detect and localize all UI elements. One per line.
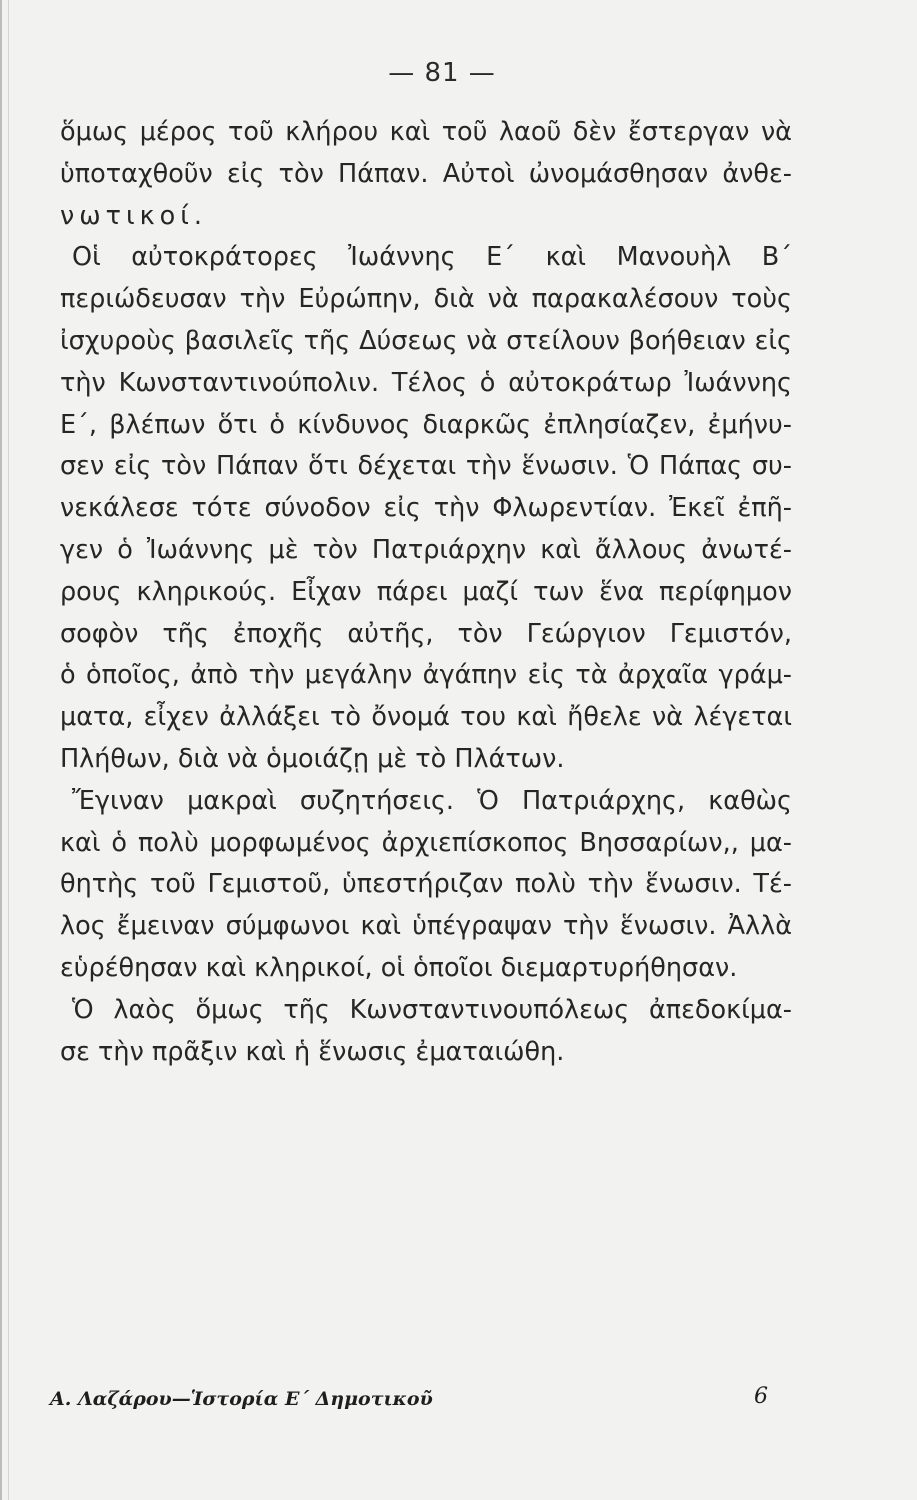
text-line: περιώδευσαν τὴν Εὐρώπην, διὰ νὰ παρακαλέσουν τοὺς [60, 284, 792, 315]
text-line: ματα, εἶχεν ἀλλάξει τὸ ὄνομά του καὶ ἤθελε νὰ λέγεται [60, 702, 792, 733]
text-line: σεν εἰς τὸν Πάπαν ὅτι δέχεται τὴν ἕνωσιν. Ὁ Πάπας συ- [60, 451, 792, 482]
text-line: τὴν Κωνσταντινούπολιν. Τέλος ὁ αὐτοκράτωρ Ἰωάννης [60, 367, 792, 398]
text-line: νεκάλεσε τότε σύνοδον εἰς τὴν Φλωρεντίαν. Ἐκεῖ ἐπῆ- [60, 493, 792, 524]
text-line: καὶ ὁ πολὺ μορφωμένος ἀρχιεπίσκοπος Βησσαρίων,, μα- [60, 827, 792, 858]
text-line: Πλήθων, διὰ νὰ ὁμοιάζῃ μὲ τὸ Πλάτων. [60, 743, 565, 774]
page-number: — 81 — [388, 58, 496, 88]
text-line: εὑρέθησαν καὶ κληρικοί, οἱ ὁποῖοι διεμαρτυρήθησαν. [60, 952, 738, 983]
text-line: θητὴς τοῦ Γεμιστοῦ, ὑπεστήριζαν πολὺ τὴν ἕνωσιν. Τέ- [60, 869, 792, 900]
text-line: ὁ ὁποῖος, ἀπὸ τὴν μεγάλην ἀγάπην εἰς τὰ ἀρχαῖα γράμ- [60, 660, 792, 691]
text-line: ὑποταχθοῦν εἰς τὸν Πάπαν. Αὐτοὶ ὠνομάσθησαν ἀνθε- [60, 158, 792, 189]
text-line: νωτικοί. [60, 200, 207, 231]
text-line: ὅμως μέρος τοῦ κλήρου καὶ τοῦ λαοῦ δὲν ἔστεργαν νὰ [60, 117, 792, 147]
text-line: σοφὸν τῆς ἐποχῆς αὐτῆς, τὸν Γεώργιον Γεμιστόν, [60, 618, 792, 649]
text-line: ρους κληρικούς. Εἶχαν πάρει μαζί των ἕνα περίφημον [60, 576, 792, 607]
text-line: Ε΄, βλέπων ὅτι ὁ κίνδυνος διαρκῶς ἐπλησίαζεν, ἐμήνυ- [60, 409, 792, 440]
footer-book-title: Α. Λαζάρου—Ἱστορία Ε΄ Δημοτικοῦ [50, 1388, 433, 1410]
text-line: Ἔγιναν μακραὶ συζητήσεις. Ὁ Πατριάρχης, καθὼς [72, 785, 792, 816]
text-line: γεν ὁ Ἰωάννης μὲ τὸν Πατριάρχην καὶ ἄλλους ἀνωτέ- [60, 534, 792, 565]
page-margin-rule [8, 0, 9, 1500]
text-line: σε τὴν πρᾶξιν καὶ ἡ ἕνωσις ἐματαιώθη. [60, 1036, 565, 1067]
body-text [60, 112, 792, 1073]
text-line: Οἱ αὐτοκράτορες Ἰωάννης Ε΄ καὶ Μανουὴλ Β΄ [72, 242, 792, 273]
text-line: λος ἔμειναν σύμφωνοι καὶ ὑπέγραψαν τὴν ἕνωσιν. Ἀλλὰ [60, 911, 792, 942]
printer-signature-mark: 6 [754, 1384, 768, 1409]
text-line: Ὁ λαὸς ὅμως τῆς Κωνσταντινουπόλεως ἀπεδοκίμα- [72, 994, 792, 1025]
text-line: ἰσχυροὺς βασιλεῖς τῆς Δύσεως νὰ στείλουν βοήθειαν εἰς [60, 325, 792, 356]
